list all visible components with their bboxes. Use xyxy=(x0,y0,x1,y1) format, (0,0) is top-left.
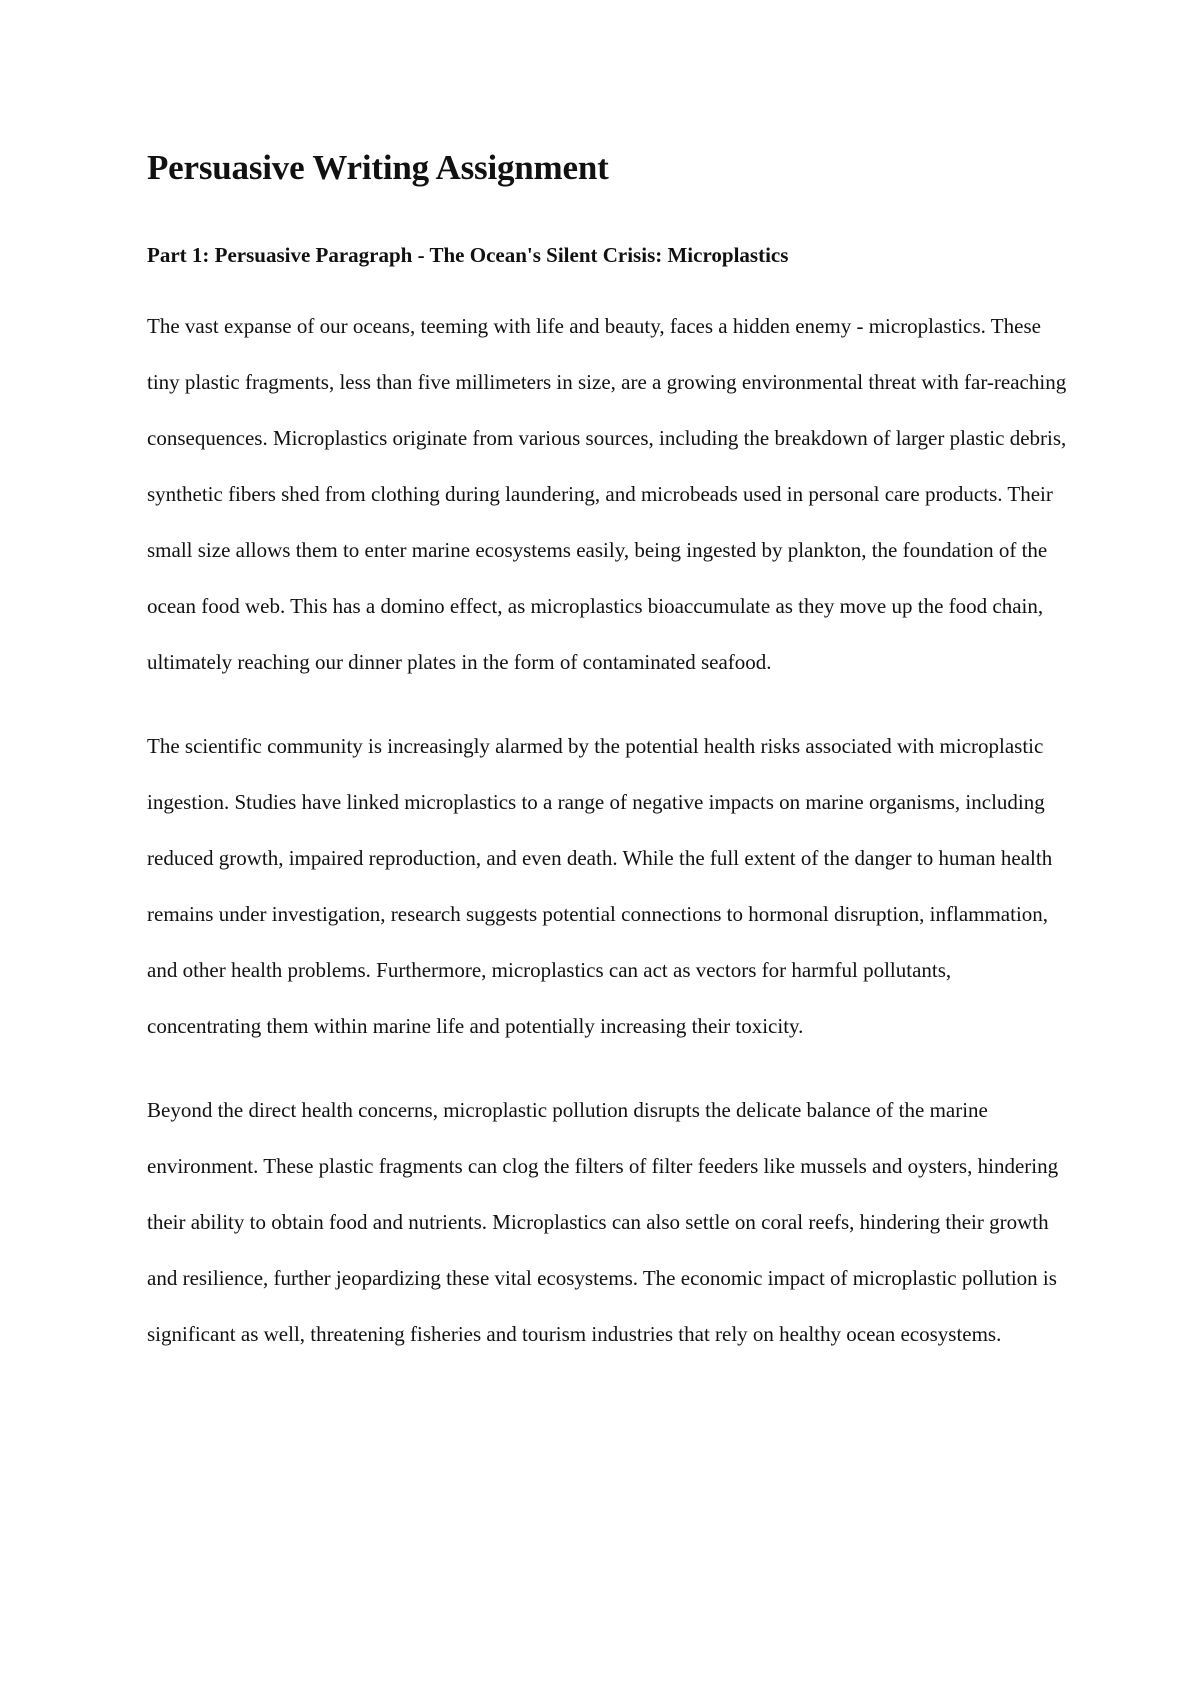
part-1-heading: Part 1: Persuasive Paragraph - The Ocean's Silent Crisis: Microplastics xyxy=(147,243,789,267)
paragraph-1: The vast expanse of our oceans, teeming with life and beauty, faces a hidden enemy - microplastics. These tiny plastic fragments, less than five millimeters in size, are a growing environmental threat with far-reaching consequences. Microplastics originate from various sources, including the breakdown of larger plastic debris, synthetic fibers shed from clothing during laundering, and microbeads used in personal care products. Their small size allows them to enter marine ecosystems easily, being ingested by plankton, the foundation of the ocean food web. This has a domino effect, as microplastics bioaccumulate as they move up the food chain, ultimately reaching our dinner plates in the form of contaminated seafood. xyxy=(147,314,1067,674)
paragraph-3: Beyond the direct health concerns, microplastic pollution disrupts the delicate balance of the marine environment. These plastic fragments can clog the filters of filter feeders like mussels and oysters, hindering their ability to obtain food and nutrients. Microplastics can also settle on coral reefs, hindering their growth and resilience, further jeopardizing these vital ecosystems. The economic impact of microplastic pollution is significant as well, threatening fisheries and tourism industries that rely on healthy ocean ecosystems. xyxy=(147,1098,1059,1346)
paragraph-2: The scientific community is increasingly alarmed by the potential health risks associated with microplastic ingestion. Studies have linked microplastics to a range of negative impacts on marine organisms, including reduced growth, impaired reproduction, and even death. While the full extent of the danger to human health remains under investigation, research suggests potential connections to hormonal disruption, inflammation, and other health problems. Furthermore, microplastics can act as vectors for harmful pollutants, concentrating them within marine life and potentially increasing their toxicity. xyxy=(147,734,1053,1038)
document-title: Persuasive Writing Assignment xyxy=(147,148,609,187)
document-body xyxy=(147,146,1067,1362)
